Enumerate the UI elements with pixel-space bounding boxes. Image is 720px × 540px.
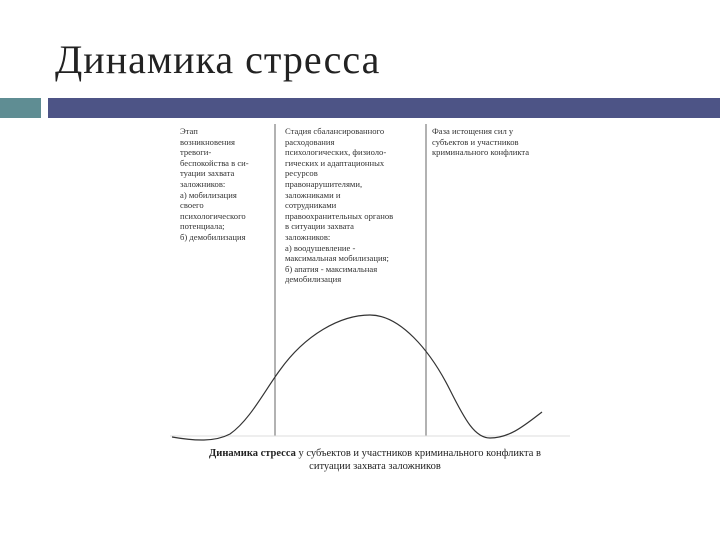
stage-1-description: Этап возникновения тревоги- беспокойства в си- туации захвата заложников: а) мобилизация своего психологического потенциала; б) демобилизация	[180, 126, 249, 242]
diagram-caption	[170, 447, 580, 473]
title-underline-accent	[0, 98, 41, 118]
title-underline-bar	[48, 98, 720, 118]
stage-2-description: Стадия сбалансированного расходования психологических, физиоло- гических и адаптационных ресурсов правонарушителями, заложниками и сотрудниками правоохранительных органов в ситуации захвата заложников: а) воодушевление - максимальная мобилизация; б) апатия - максимальная демобилизация	[285, 126, 394, 285]
slide-title: Динамика стресса	[55, 37, 381, 82]
stress-dynamics-diagram	[170, 120, 570, 480]
stage-3-description: Фаза истощения сил у субъектов и участников криминального конфликта	[432, 126, 530, 158]
caption-rest: у субъектов и участников криминального конфликта в	[295, 448, 541, 459]
caption-line-2: ситуации захвата заложников	[309, 461, 441, 472]
caption-bold: Динамика стресса	[209, 448, 296, 459]
stress-curve	[172, 315, 542, 440]
